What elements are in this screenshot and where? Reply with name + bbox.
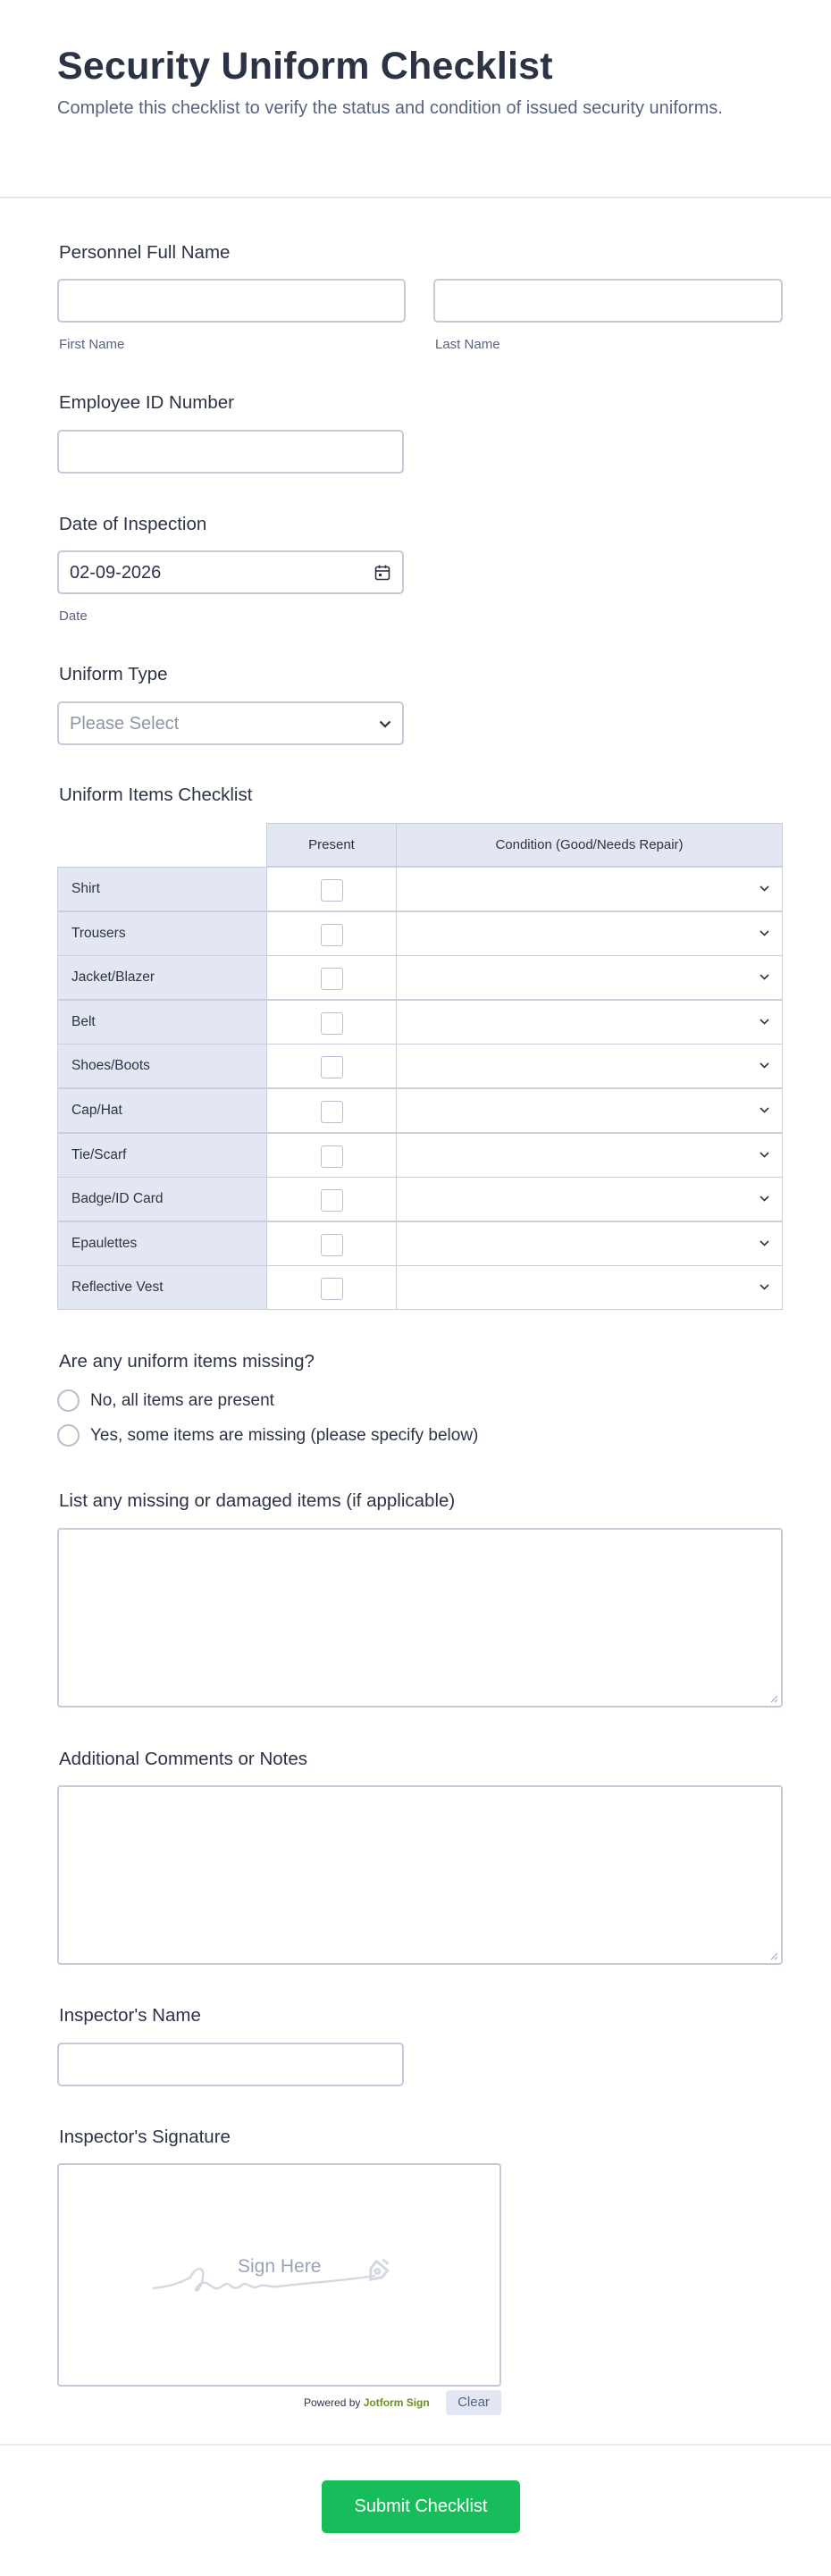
checklist-row — [57, 1133, 783, 1178]
checklist-row — [57, 867, 783, 911]
submit-button[interactable]: Submit Checklist — [322, 2480, 520, 2533]
checklist-row-label: Trousers — [57, 911, 267, 956]
condition-select[interactable] — [396, 1265, 783, 1310]
form-footer — [0, 2444, 831, 2576]
uniform-type-label: Uniform Type — [59, 664, 168, 684]
checklist-row — [57, 1000, 783, 1045]
missing-list-label: List any missing or damaged items (if applicable) — [59, 1490, 456, 1511]
resize-handle-icon[interactable] — [770, 1952, 778, 1960]
jotform-sign-link[interactable]: Jotform Sign — [363, 2396, 430, 2409]
employee-id-label: Employee ID Number — [59, 392, 234, 413]
inspection-date-value: 02-09-2026 — [70, 563, 162, 583]
employee-id-input[interactable] — [57, 430, 404, 474]
present-cell — [266, 1000, 397, 1045]
checklist-row-label: Jacket/Blazer — [57, 955, 267, 1000]
chevron-down-icon — [760, 930, 769, 936]
condition-select[interactable] — [396, 867, 783, 911]
condition-select[interactable] — [396, 1044, 783, 1088]
chevron-down-icon — [760, 1062, 769, 1069]
checklist-row-label: Cap/Hat — [57, 1088, 267, 1133]
powered-by-text — [304, 2396, 430, 2409]
present-cell — [266, 867, 397, 911]
checklist-row — [57, 1177, 783, 1221]
checklist-row — [57, 1221, 783, 1266]
signature-pad[interactable] — [57, 2163, 501, 2387]
present-checkbox[interactable] — [321, 1012, 343, 1035]
last-name-input[interactable] — [433, 279, 783, 323]
calendar-icon[interactable] — [374, 564, 391, 582]
chevron-down-icon — [760, 1240, 769, 1246]
form-subtitle: Complete this checklist to verify the status and condition of issued security uniforms. — [57, 98, 723, 118]
checklist-row — [57, 1265, 783, 1310]
uniform-type-placeholder: Please Select — [70, 714, 180, 734]
column-header-condition: Condition (Good/Needs Repair) — [396, 823, 783, 867]
checklist-row-label: Shoes/Boots — [57, 1044, 267, 1088]
form-title: Security Uniform Checklist — [57, 45, 553, 88]
checklist-row-label: Shirt — [57, 867, 267, 911]
present-checkbox[interactable] — [321, 1101, 343, 1123]
checklist-row-label: Tie/Scarf — [57, 1133, 267, 1178]
powered-by-prefix: Powered by — [304, 2396, 361, 2409]
present-cell — [266, 1265, 397, 1310]
present-checkbox[interactable] — [321, 1145, 343, 1168]
present-checkbox[interactable] — [321, 924, 343, 946]
present-cell — [266, 955, 397, 1000]
present-cell — [266, 1177, 397, 1221]
chevron-down-icon — [760, 1019, 769, 1025]
missing-items-label: Are any uniform items missing? — [59, 1351, 315, 1372]
missing-list-textarea[interactable] — [57, 1528, 783, 1708]
checklist-row-label: Reflective Vest — [57, 1265, 267, 1310]
last-name-sublabel: Last Name — [435, 337, 500, 352]
checklist-row — [57, 955, 783, 1000]
present-cell — [266, 1044, 397, 1088]
present-checkbox[interactable] — [321, 1278, 343, 1300]
present-cell — [266, 911, 397, 956]
present-cell — [266, 1133, 397, 1178]
checklist-row-label: Epaulettes — [57, 1221, 267, 1266]
clear-signature-button[interactable]: Clear — [446, 2390, 501, 2415]
present-checkbox[interactable] — [321, 879, 343, 902]
radio-option-label: Yes, some items are missing (please specify below) — [90, 1426, 479, 1445]
chevron-down-icon — [760, 1107, 769, 1113]
inspector-name-label: Inspector's Name — [59, 2005, 201, 2026]
condition-select[interactable] — [396, 955, 783, 1000]
condition-select[interactable] — [396, 911, 783, 956]
checklist-row-label: Badge/ID Card — [57, 1177, 267, 1221]
first-name-sublabel: First Name — [59, 337, 125, 352]
present-checkbox[interactable] — [321, 1234, 343, 1256]
column-header-present: Present — [266, 823, 397, 867]
checklist-row — [57, 911, 783, 956]
radio-button[interactable] — [57, 1389, 80, 1412]
checklist-row — [57, 1044, 783, 1088]
inspection-date-sublabel: Date — [59, 608, 88, 624]
condition-select[interactable] — [396, 1221, 783, 1266]
chevron-down-icon — [760, 1196, 769, 1202]
inspection-date-label: Date of Inspection — [59, 514, 207, 534]
radio-option-label: No, all items are present — [90, 1391, 274, 1410]
present-cell — [266, 1221, 397, 1266]
checklist-row — [57, 1088, 783, 1133]
condition-select[interactable] — [396, 1000, 783, 1045]
chevron-down-icon — [760, 974, 769, 980]
resize-handle-icon[interactable] — [770, 1695, 778, 1703]
inspector-name-input[interactable] — [57, 2043, 404, 2086]
checklist-row-label: Belt — [57, 1000, 267, 1045]
signature-placeholder: Sign Here — [238, 2256, 322, 2277]
comments-label: Additional Comments or Notes — [59, 1749, 308, 1769]
inspection-date-input[interactable] — [57, 550, 404, 594]
condition-select[interactable] — [396, 1133, 783, 1178]
present-checkbox[interactable] — [321, 1056, 343, 1078]
uniform-type-select[interactable] — [57, 701, 404, 745]
chevron-down-icon — [379, 720, 391, 728]
condition-select[interactable] — [396, 1177, 783, 1221]
present-checkbox[interactable] — [321, 1189, 343, 1212]
chevron-down-icon — [760, 885, 769, 892]
chevron-down-icon — [760, 1152, 769, 1158]
checklist-matrix — [57, 823, 783, 1312]
checklist-label: Uniform Items Checklist — [59, 785, 253, 805]
condition-select[interactable] — [396, 1088, 783, 1133]
radio-button[interactable] — [57, 1424, 80, 1447]
present-cell — [266, 1088, 397, 1133]
comments-textarea[interactable] — [57, 1785, 783, 1965]
first-name-input[interactable] — [57, 279, 406, 323]
form-header — [0, 0, 831, 198]
signature-label: Inspector's Signature — [59, 2127, 231, 2147]
chevron-down-icon — [760, 1284, 769, 1290]
present-checkbox[interactable] — [321, 968, 343, 990]
personnel-name-label: Personnel Full Name — [59, 242, 231, 263]
